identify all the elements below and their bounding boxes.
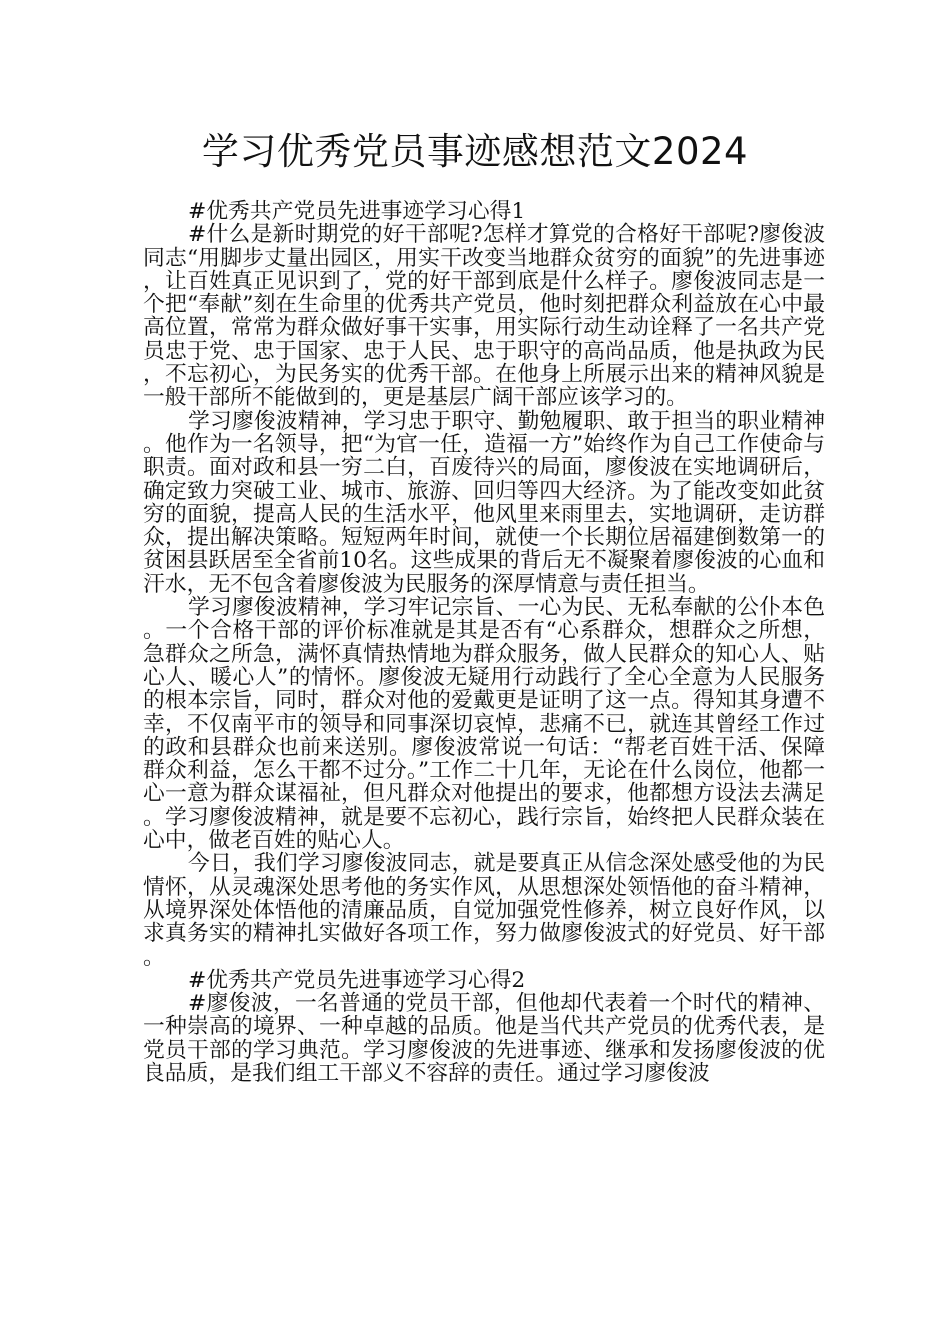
body-paragraph: 学习廖俊波精神，学习牢记宗旨、一心为民、无私奉献的公仆本色。一个合格干部的评价标准就是其是否有“心系群众，想群众之所想，急群众之所急，满怀真情热情地为群众服务，做人民群众的知心人、贴心人、暖心人”的情怀。廖俊波无疑用行动践行了全心全意为人民服务的根本宗旨，同时，群众对他的爱戴更是证明了这一点。得知其身遭不幸，不仅南平市的领导和同事深切哀悼，悲痛不已，就连其曾经工作过的政和县群众也前来送别。廖俊波常说一句话：“帮老百姓干活、保障群众利益，怎么干都不过分。”工作二十几年，无论在什么岗位，他都一心一意为群众谋福祉，但凡群众对他提出的要求，他都想方设法去满足。学习廖俊波精神，就是要不忘初心，践行宗旨，始终把人民群众装在心中，做老百姓的贴心人。: [143, 595, 825, 854]
body-paragraph: #什么是新时期党的好干部呢?怎样才算党的合格好干部呢?廖俊波同志“用脚步丈量出园区，用实干改变当地群众贫穷的面貌”的先进事迹，让百姓真正见识到了，党的好干部到底是什么样子。廖俊波同志是一个把“奉献”刻在生命里的优秀共产党员，他时刻把群众利益放在心中最高位置，常常为群众做好事干实事，用实际行动生动诠释了一名共产党员忠于党、忠于国家、忠于人民、忠于职守的高尚品质，他是执政为民，不忘初心，为民务实的优秀干部。在他身上所展示出来的精神风貌是一般干部所不能做到的，更是基层广阔干部应该学习的。: [143, 222, 825, 411]
body-paragraph: 学习廖俊波精神，学习忠于职守、勤勉履职、敢于担当的职业精神。他作为一名领导，把“为官一任，造福一方”始终作为自己工作使命与职责。面对政和县一穷二白，百废待兴的局面，廖俊波在实地调研后，确定致力突破工业、城市、旅游、回归等四大经济。为了能改变如此贫穷的面貌，提高人民的生活水平，他风里来雨里去，实地调研，走访群众，提出解决策略。短短两年时间，就使一个长期位居福建倒数第一的贫困县跃居至全省前10名。这些成果的背后无不凝聚着廖俊波的心血和汗水，无不包含着廖俊波为民服务的深厚情意与责任担当。: [143, 408, 825, 597]
heading-paragraph-1: #优秀共产党员先进事迹学习心得1: [188, 199, 526, 224]
body-paragraph: 今日，我们学习廖俊波同志，就是要真正从信念深处感受他的为民情怀，从灵魂深处思考他的务实作风，从思想深处领悟他的奋斗精神，从境界深处体悟他的清廉品质，自觉加强党性修养，树立良好作风，以求真务实的精神扎实做好各项工作，努力做廖俊波式的好党员、好干部。: [143, 851, 825, 970]
heading-paragraph-2: #优秀共产党员先进事迹学习心得2: [188, 967, 526, 993]
page-title: 学习优秀党员事迹感想范文2024: [201, 130, 749, 173]
body-paragraph: #廖俊波，一名普通的党员干部，但他却代表着一个时代的精神、一种崇高的境界、一种卓越的品质。他是当代共产党员的优秀代表，是党员干部的学习典范。学习廖俊波的先进事迹、继承和发扬廖俊波的优良品质，是我们组工干部义不容辞的责任。通过学习廖俊波: [143, 991, 825, 1086]
document-body: [143, 200, 825, 1085]
